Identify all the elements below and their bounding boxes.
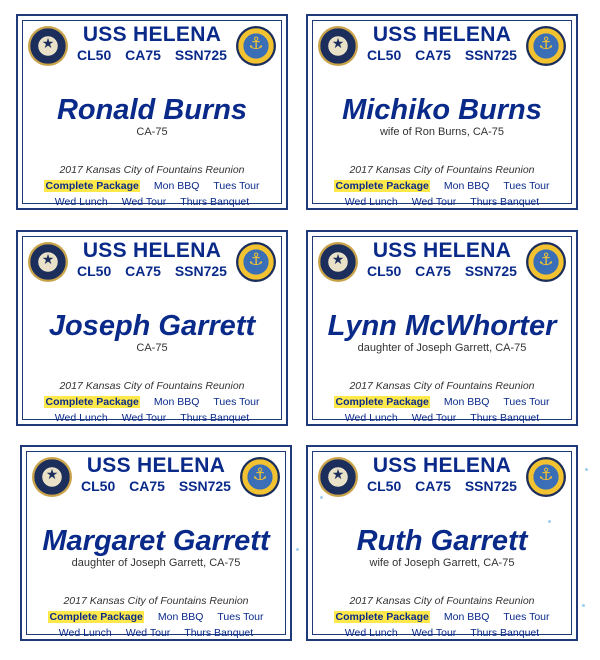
event-wed-tour: Wed Tour <box>121 196 167 208</box>
event-thurs-banquet: Thurs Banquet <box>184 627 254 639</box>
hull-numbers: CL50 CA75 SSN725 <box>77 47 227 63</box>
event-wed-lunch: Wed Lunch <box>344 627 398 639</box>
events-row-1 <box>18 396 286 409</box>
reunion-title: 2017 Kansas City of Fountains Reunion <box>349 595 535 607</box>
attendee-name: Michiko Burns <box>342 94 542 126</box>
events-row-1 <box>22 611 290 624</box>
event-tues-tour: Tues Tour <box>503 396 550 408</box>
event-tues-tour: Tues Tour <box>217 611 264 623</box>
reunion-title: 2017 Kansas City of Fountains Reunion <box>349 380 535 392</box>
reunion-title: 2017 Kansas City of Fountains Reunion <box>63 595 249 607</box>
name-badge <box>16 14 288 210</box>
event-wed-tour: Wed Tour <box>411 627 457 639</box>
attendee-relation: wife of Ron Burns, CA-75 <box>379 126 505 138</box>
event-thurs-banquet: Thurs Banquet <box>180 412 250 424</box>
ship-title: USS HELENA <box>82 239 222 262</box>
event-thurs-banquet: Thurs Banquet <box>470 412 540 424</box>
event-wed-lunch: Wed Lunch <box>54 196 108 208</box>
event-thurs-banquet: Thurs Banquet <box>470 627 540 639</box>
event-complete-package: Complete Package <box>335 180 429 192</box>
attendee-name: Ruth Garrett <box>356 525 528 557</box>
event-wed-tour: Wed Tour <box>411 412 457 424</box>
event-tues-tour: Tues Tour <box>503 611 550 623</box>
event-mon-bbq: Mon BBQ <box>153 180 200 192</box>
event-wed-lunch: Wed Lunch <box>58 627 112 639</box>
attendee-name: Joseph Garrett <box>48 310 256 342</box>
events-row-1 <box>308 180 576 193</box>
events-row-2 <box>308 196 576 209</box>
ship-crest-icon <box>236 26 276 66</box>
name-badge <box>306 230 578 426</box>
event-thurs-banquet: Thurs Banquet <box>180 196 250 208</box>
scan-speck <box>296 548 299 551</box>
attendee-name: Lynn McWhorter <box>327 310 557 342</box>
events-row-2 <box>308 627 576 640</box>
events-row-2 <box>308 412 576 425</box>
hull-numbers: CL50 CA75 SSN725 <box>81 478 231 494</box>
event-complete-package: Complete Package <box>335 611 429 623</box>
event-wed-tour: Wed Tour <box>121 412 167 424</box>
name-badge <box>16 230 288 426</box>
event-wed-tour: Wed Tour <box>125 627 171 639</box>
event-wed-lunch: Wed Lunch <box>344 196 398 208</box>
hull-numbers: CL50 CA75 SSN725 <box>77 263 227 279</box>
navy-seal-icon <box>318 26 358 66</box>
event-wed-lunch: Wed Lunch <box>344 412 398 424</box>
attendee-name: Margaret Garrett <box>42 525 270 557</box>
ship-crest-icon <box>526 26 566 66</box>
navy-seal-icon <box>318 242 358 282</box>
event-complete-package: Complete Package <box>335 396 429 408</box>
navy-seal-icon <box>32 457 72 497</box>
navy-seal-icon <box>28 242 68 282</box>
hull-numbers: CL50 CA75 SSN725 <box>367 263 517 279</box>
events-row-2 <box>18 196 286 209</box>
scan-speck <box>585 468 588 471</box>
events-row-1 <box>308 396 576 409</box>
ship-title: USS HELENA <box>372 454 512 477</box>
attendee-relation: daughter of Joseph Garrett, CA-75 <box>357 342 527 354</box>
event-thurs-banquet: Thurs Banquet <box>470 196 540 208</box>
scan-speck <box>320 496 323 499</box>
ship-crest-icon <box>236 242 276 282</box>
events-row-1 <box>308 611 576 624</box>
event-tues-tour: Tues Tour <box>503 180 550 192</box>
attendee-relation: daughter of Joseph Garrett, CA-75 <box>71 557 241 569</box>
name-badge <box>306 14 578 210</box>
event-mon-bbq: Mon BBQ <box>157 611 204 623</box>
attendee-relation: CA-75 <box>136 126 168 138</box>
ship-crest-icon <box>526 242 566 282</box>
ship-crest-icon <box>240 457 280 497</box>
hull-numbers: CL50 CA75 SSN725 <box>367 478 517 494</box>
events-row-2 <box>22 627 290 640</box>
event-wed-lunch: Wed Lunch <box>54 412 108 424</box>
event-complete-package: Complete Package <box>45 396 139 408</box>
attendee-relation: wife of Joseph Garrett, CA-75 <box>369 557 515 569</box>
reunion-title: 2017 Kansas City of Fountains Reunion <box>59 380 245 392</box>
events-row-2 <box>18 412 286 425</box>
ship-title: USS HELENA <box>372 239 512 262</box>
hull-numbers: CL50 CA75 SSN725 <box>367 47 517 63</box>
event-mon-bbq: Mon BBQ <box>443 180 490 192</box>
scan-speck <box>582 604 585 607</box>
event-mon-bbq: Mon BBQ <box>153 396 200 408</box>
attendee-relation: CA-75 <box>136 342 168 354</box>
ship-title: USS HELENA <box>372 23 512 46</box>
attendee-name: Ronald Burns <box>56 94 248 126</box>
events-row-1 <box>18 180 286 193</box>
name-badge <box>306 445 578 641</box>
navy-seal-icon <box>318 457 358 497</box>
name-badge <box>20 445 292 641</box>
event-complete-package: Complete Package <box>45 180 139 192</box>
event-tues-tour: Tues Tour <box>213 396 260 408</box>
event-wed-tour: Wed Tour <box>411 196 457 208</box>
reunion-title: 2017 Kansas City of Fountains Reunion <box>349 164 535 176</box>
event-mon-bbq: Mon BBQ <box>443 396 490 408</box>
ship-crest-icon <box>526 457 566 497</box>
event-mon-bbq: Mon BBQ <box>443 611 490 623</box>
event-tues-tour: Tues Tour <box>213 180 260 192</box>
event-complete-package: Complete Package <box>49 611 143 623</box>
ship-title: USS HELENA <box>82 23 222 46</box>
reunion-title: 2017 Kansas City of Fountains Reunion <box>59 164 245 176</box>
navy-seal-icon <box>28 26 68 66</box>
ship-title: USS HELENA <box>86 454 226 477</box>
scan-speck <box>548 520 551 523</box>
